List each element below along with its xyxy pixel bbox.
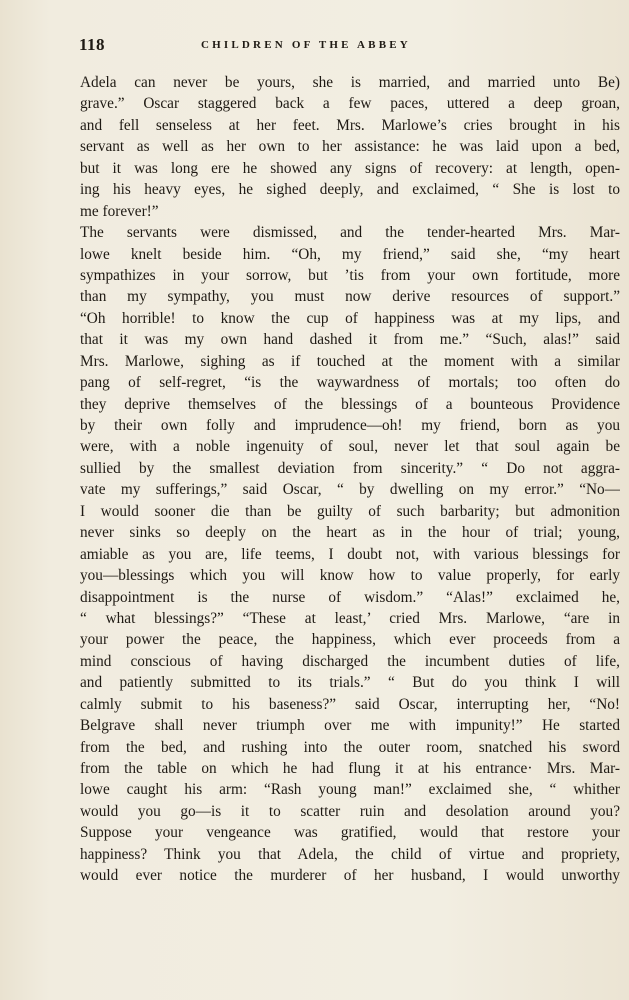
text-line: your power the peace, the happiness, which ever proceeds from a bbox=[80, 631, 620, 649]
text-line: Adela can never be yours, she is married, and married unto Be) bbox=[80, 74, 620, 91]
text-line: vate my sufferings,” said Oscar, “ by dwelling on my error.” “No— bbox=[80, 481, 620, 499]
text-line: “ what blessings?” “These at least,’ cried Mrs. Marlowe, “are in bbox=[80, 609, 620, 627]
text-line: sullied by the smallest deviation from sincerity.” “ Do not aggra- bbox=[80, 459, 620, 477]
text-line: would you go—is it to scatter ruin and desolation around you? bbox=[80, 802, 620, 820]
text-line: that it was my own hand dashed it from me.” “Such, alas!” said bbox=[80, 331, 620, 349]
text-line: disappointment is the nurse of wisdom.” “Alas!” exclaimed he, bbox=[80, 588, 620, 606]
text-line: amiable as you are, life teems, I doubt not, with various blessings for bbox=[80, 545, 620, 563]
text-line: lowe caught his arm: “Rash young man!” exclaimed she, “ whither bbox=[80, 781, 620, 799]
text-line: calmly submit to his baseness?” said Oscar, interrupting her, “No! bbox=[80, 695, 620, 713]
text-line: from the table on which he had flung it at his entrance· Mrs. Mar- bbox=[80, 760, 620, 777]
text-line: me forever!” bbox=[80, 202, 159, 220]
text-line: pang of self-regret, “is the waywardness of mortals; too often do bbox=[80, 374, 620, 392]
text-line: from the bed, and rushing into the outer room, snatched his sword bbox=[80, 738, 620, 756]
text-line: Suppose your vengeance was gratified, would that restore your bbox=[80, 824, 620, 842]
page-number: 118 bbox=[79, 35, 106, 54]
text-line: I would sooner die than be guilty of such barbarity; but admonition bbox=[80, 502, 620, 520]
text-line: lowe knelt beside him. “Oh, my friend,” said she, “my heart bbox=[80, 245, 620, 263]
text-line: by their own folly and imprudence—oh! my friend, born as you bbox=[80, 417, 620, 434]
text-line: never sinks so deeply on the heart as in the hour of trial; young, bbox=[80, 524, 620, 542]
text-line: sympathizes in your sorrow, but ’tis from your own fortitude, more bbox=[80, 266, 620, 284]
text-line: were, with a noble ingenuity of soul, never let that soul again be bbox=[80, 438, 620, 456]
text-line: servant as well as her own to her assistance: he was laid upon a bed, bbox=[80, 138, 620, 156]
body-text bbox=[80, 72, 620, 887]
text-line: ing his heavy eyes, he sighed deeply, and exclaimed, “ She is lost to bbox=[80, 181, 620, 199]
text-line: and fell senseless at her feet. Mrs. Marlowe’s cries brought in his bbox=[80, 116, 620, 134]
text-line: you—blessings which you will know how to value properly, for early bbox=[80, 567, 620, 585]
text-line: Mrs. Marlowe, sighing as if touched at the moment with a similar bbox=[80, 352, 620, 370]
running-title: CHILDREN OF THE ABBEY bbox=[201, 39, 411, 51]
text-line: grave.” Oscar staggered back a few paces, uttered a deep groan, bbox=[80, 95, 620, 113]
text-line: than my sympathy, you must now derive resources of support.” bbox=[80, 288, 620, 306]
text-line: happiness? Think you that Adela, the child of virtue and propriety, bbox=[80, 845, 620, 863]
text-line: Belgrave shall never triumph over me with impunity!” He started bbox=[80, 717, 620, 735]
text-line: they deprive themselves of the blessings of a bounteous Providence bbox=[80, 395, 620, 413]
page-header bbox=[79, 35, 619, 59]
text-line: The servants were dismissed, and the tender-hearted Mrs. Mar- bbox=[80, 224, 620, 242]
text-line: mind conscious of having discharged the incumbent duties of life, bbox=[80, 652, 620, 670]
text-line: “Oh horrible! to know the cup of happiness was at my lips, and bbox=[80, 309, 620, 327]
text-line: and patiently submitted to its trials.” “ But do you think I will bbox=[80, 674, 620, 692]
text-line: but it was long ere he showed any signs of recovery: at length, open- bbox=[80, 159, 620, 177]
text-line: would ever notice the murderer of her husband, I would unworthy bbox=[80, 867, 620, 885]
